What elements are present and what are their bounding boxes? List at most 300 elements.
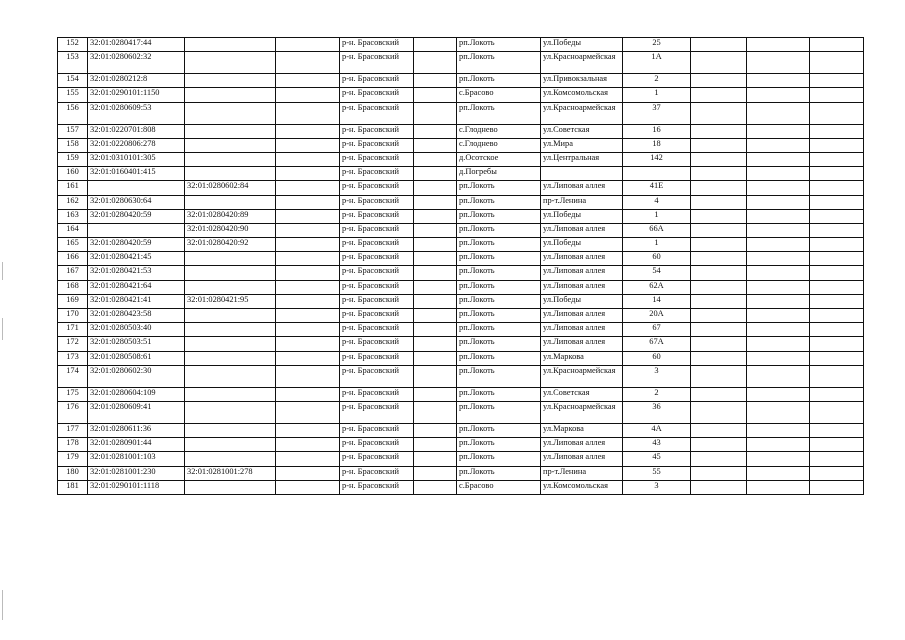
cell-empty-column	[276, 238, 340, 252]
cell-empty-column	[810, 238, 864, 252]
cell-district: р-н. Брасовский	[340, 181, 414, 195]
cell-district: р-н. Брасовский	[340, 309, 414, 323]
cell-cadastral-number: 32:01:0280420:59	[88, 238, 185, 252]
cell-empty-column	[691, 351, 747, 365]
cell-settlement: рп.Локоть	[457, 466, 541, 480]
cell-street: ул.Победы	[541, 209, 623, 223]
cell-empty-column	[691, 337, 747, 351]
cell-empty-column	[691, 423, 747, 437]
cell-settlement: рп.Локоть	[457, 280, 541, 294]
cell-row-number: 154	[58, 74, 88, 88]
cell-empty-column	[810, 223, 864, 237]
cell-street: ул.Центральная	[541, 152, 623, 166]
cell-row-number: 161	[58, 181, 88, 195]
cell-empty-column	[276, 438, 340, 452]
cell-parent-cadastral-number	[185, 38, 276, 52]
cell-empty-column	[747, 466, 810, 480]
cell-empty-column	[810, 152, 864, 166]
cell-row-number: 168	[58, 280, 88, 294]
cell-empty-column	[747, 238, 810, 252]
cell-empty-column	[747, 401, 810, 423]
cell-empty-column	[810, 423, 864, 437]
cell-house-number: 36	[623, 401, 691, 423]
cell-parent-cadastral-number	[185, 252, 276, 266]
cell-cadastral-number: 32:01:0280421:41	[88, 294, 185, 308]
cell-empty-column	[810, 74, 864, 88]
cell-settlement: д.Осотское	[457, 152, 541, 166]
cell-empty-column	[747, 387, 810, 401]
scan-margin-mark	[2, 590, 3, 620]
cell-district: р-н. Брасовский	[340, 138, 414, 152]
cell-empty-column	[747, 152, 810, 166]
cell-empty-column	[810, 252, 864, 266]
cell-house-number: 142	[623, 152, 691, 166]
cell-district: р-н. Брасовский	[340, 223, 414, 237]
cell-cadastral-number	[88, 223, 185, 237]
cell-cadastral-number: 32:01:0280420:59	[88, 209, 185, 223]
cell-empty-column	[810, 195, 864, 209]
cell-empty-column	[810, 452, 864, 466]
cell-cadastral-number: 32:01:0160401:415	[88, 167, 185, 181]
cell-empty-column	[747, 167, 810, 181]
cell-settlement: рп.Локоть	[457, 181, 541, 195]
table-row	[58, 252, 864, 266]
cell-empty-column	[414, 423, 457, 437]
cell-empty-column	[691, 209, 747, 223]
cell-empty-column	[747, 452, 810, 466]
cell-parent-cadastral-number: 32:01:0280602:84	[185, 181, 276, 195]
cell-empty-column	[747, 181, 810, 195]
cell-house-number: 41Е	[623, 181, 691, 195]
cell-street: пр-т.Ленина	[541, 195, 623, 209]
table-row	[58, 438, 864, 452]
cell-district: р-н. Брасовский	[340, 195, 414, 209]
cell-empty-column	[414, 466, 457, 480]
cell-empty-column	[414, 365, 457, 387]
cell-empty-column	[276, 74, 340, 88]
cell-cadastral-number: 32:01:0290101:1150	[88, 88, 185, 102]
cell-cadastral-number: 32:01:0290101:1118	[88, 480, 185, 494]
cell-settlement: рп.Локоть	[457, 294, 541, 308]
cell-empty-column	[414, 74, 457, 88]
cell-cadastral-number: 32:01:0220701:808	[88, 124, 185, 138]
cell-empty-column	[747, 52, 810, 74]
cell-settlement: рп.Локоть	[457, 266, 541, 280]
cell-row-number: 167	[58, 266, 88, 280]
cell-cadastral-number: 32:01:0280602:30	[88, 365, 185, 387]
cell-house-number: 60	[623, 351, 691, 365]
cell-district: р-н. Брасовский	[340, 74, 414, 88]
cell-empty-column	[691, 452, 747, 466]
cell-cadastral-number: 32:01:0280630:64	[88, 195, 185, 209]
cell-row-number: 155	[58, 88, 88, 102]
cell-empty-column	[276, 181, 340, 195]
cell-parent-cadastral-number	[185, 480, 276, 494]
cell-empty-column	[747, 102, 810, 124]
cell-street: ул.Мира	[541, 138, 623, 152]
cell-empty-column	[276, 280, 340, 294]
cell-district: р-н. Брасовский	[340, 152, 414, 166]
scan-margin-mark	[2, 262, 3, 280]
cell-empty-column	[276, 102, 340, 124]
cell-empty-column	[414, 266, 457, 280]
table-row	[58, 152, 864, 166]
cell-district: р-н. Брасовский	[340, 466, 414, 480]
cell-parent-cadastral-number	[185, 438, 276, 452]
scan-margin-mark	[2, 318, 3, 340]
cell-empty-column	[414, 294, 457, 308]
cell-settlement: рп.Локоть	[457, 365, 541, 387]
cell-street: ул.Липовая аллея	[541, 452, 623, 466]
cell-row-number: 158	[58, 138, 88, 152]
cell-empty-column	[414, 387, 457, 401]
cell-empty-column	[276, 124, 340, 138]
table-row	[58, 294, 864, 308]
cell-row-number: 179	[58, 452, 88, 466]
cell-row-number: 159	[58, 152, 88, 166]
cell-house-number: 54	[623, 266, 691, 280]
cell-district: р-н. Брасовский	[340, 323, 414, 337]
cell-settlement: с.Глоднево	[457, 138, 541, 152]
cell-empty-column	[691, 167, 747, 181]
cell-parent-cadastral-number	[185, 365, 276, 387]
cell-street: ул.Победы	[541, 238, 623, 252]
cell-empty-column	[810, 266, 864, 280]
cell-house-number	[623, 167, 691, 181]
cell-cadastral-number: 32:01:0280604:109	[88, 387, 185, 401]
table-row	[58, 351, 864, 365]
table-row	[58, 195, 864, 209]
cell-street: ул.Липовая аллея	[541, 266, 623, 280]
cell-parent-cadastral-number	[185, 280, 276, 294]
cell-street: ул.Липовая аллея	[541, 181, 623, 195]
table-row	[58, 238, 864, 252]
table-row	[58, 74, 864, 88]
cell-house-number: 45	[623, 452, 691, 466]
cell-row-number: 160	[58, 167, 88, 181]
table-row	[58, 88, 864, 102]
cell-settlement: рп.Локоть	[457, 252, 541, 266]
table-row	[58, 452, 864, 466]
cell-house-number: 55	[623, 466, 691, 480]
table-row	[58, 423, 864, 437]
cell-empty-column	[747, 38, 810, 52]
cell-row-number: 162	[58, 195, 88, 209]
cell-empty-column	[276, 138, 340, 152]
cell-house-number: 3	[623, 365, 691, 387]
cell-settlement: рп.Локоть	[457, 309, 541, 323]
cell-house-number: 67	[623, 323, 691, 337]
cell-cadastral-number	[88, 181, 185, 195]
cell-parent-cadastral-number: 32:01:0280420:90	[185, 223, 276, 237]
cell-empty-column	[414, 401, 457, 423]
cell-house-number: 66А	[623, 223, 691, 237]
cell-empty-column	[414, 209, 457, 223]
cell-house-number: 60	[623, 252, 691, 266]
cell-parent-cadastral-number	[185, 167, 276, 181]
table-row	[58, 209, 864, 223]
cell-empty-column	[414, 438, 457, 452]
cell-empty-column	[691, 74, 747, 88]
cell-settlement: рп.Локоть	[457, 209, 541, 223]
cell-parent-cadastral-number	[185, 74, 276, 88]
cell-district: р-н. Брасовский	[340, 38, 414, 52]
cell-settlement: рп.Локоть	[457, 438, 541, 452]
cell-empty-column	[691, 266, 747, 280]
cell-house-number: 1	[623, 88, 691, 102]
cell-parent-cadastral-number	[185, 195, 276, 209]
table-row	[58, 280, 864, 294]
cell-empty-column	[414, 337, 457, 351]
cell-empty-column	[810, 181, 864, 195]
table-row	[58, 52, 864, 74]
cell-parent-cadastral-number	[185, 337, 276, 351]
cell-empty-column	[810, 323, 864, 337]
cell-empty-column	[747, 294, 810, 308]
cell-row-number: 165	[58, 238, 88, 252]
cell-street	[541, 167, 623, 181]
cell-empty-column	[414, 351, 457, 365]
cell-house-number: 25	[623, 38, 691, 52]
cell-district: р-н. Брасовский	[340, 452, 414, 466]
table-row	[58, 337, 864, 351]
cell-street: ул.Липовая аллея	[541, 280, 623, 294]
cell-settlement: рп.Локоть	[457, 195, 541, 209]
cell-empty-column	[691, 88, 747, 102]
cell-street: ул.Маркова	[541, 423, 623, 437]
cell-parent-cadastral-number	[185, 52, 276, 74]
cell-empty-column	[810, 294, 864, 308]
cell-empty-column	[747, 252, 810, 266]
cell-settlement: рп.Локоть	[457, 238, 541, 252]
cell-empty-column	[747, 365, 810, 387]
cell-street: ул.Липовая аллея	[541, 252, 623, 266]
cell-row-number: 152	[58, 38, 88, 52]
cell-row-number: 172	[58, 337, 88, 351]
cell-house-number: 4А	[623, 423, 691, 437]
cell-row-number: 173	[58, 351, 88, 365]
cell-empty-column	[276, 209, 340, 223]
cell-parent-cadastral-number	[185, 401, 276, 423]
cell-row-number: 157	[58, 124, 88, 138]
cell-empty-column	[747, 480, 810, 494]
cell-empty-column	[691, 195, 747, 209]
cell-cadastral-number: 32:01:0280901:44	[88, 438, 185, 452]
cell-empty-column	[414, 195, 457, 209]
cell-empty-column	[276, 480, 340, 494]
cell-empty-column	[810, 387, 864, 401]
cell-parent-cadastral-number: 32:01:0280421:95	[185, 294, 276, 308]
cell-district: р-н. Брасовский	[340, 209, 414, 223]
cell-empty-column	[414, 88, 457, 102]
cell-empty-column	[747, 209, 810, 223]
cell-street: ул.Липовая аллея	[541, 223, 623, 237]
cell-empty-column	[414, 452, 457, 466]
cell-settlement: с.Глоднево	[457, 124, 541, 138]
cell-street: ул.Советская	[541, 124, 623, 138]
cell-empty-column	[810, 138, 864, 152]
cell-parent-cadastral-number	[185, 387, 276, 401]
cell-empty-column	[691, 387, 747, 401]
cell-district: р-н. Брасовский	[340, 401, 414, 423]
cell-cadastral-number: 32:01:0280609:53	[88, 102, 185, 124]
registry-table-body	[58, 38, 864, 495]
cell-district: р-н. Брасовский	[340, 167, 414, 181]
cell-row-number: 164	[58, 223, 88, 237]
cell-house-number: 16	[623, 124, 691, 138]
cell-cadastral-number: 32:01:0280417:44	[88, 38, 185, 52]
cell-empty-column	[691, 252, 747, 266]
cell-row-number: 181	[58, 480, 88, 494]
cell-parent-cadastral-number	[185, 452, 276, 466]
cell-district: р-н. Брасовский	[340, 337, 414, 351]
cell-empty-column	[747, 74, 810, 88]
cell-row-number: 176	[58, 401, 88, 423]
cell-empty-column	[414, 480, 457, 494]
cell-street: ул.Красноармейская	[541, 401, 623, 423]
cell-row-number: 169	[58, 294, 88, 308]
cell-street: ул.Комсомольская	[541, 88, 623, 102]
cell-district: р-н. Брасовский	[340, 294, 414, 308]
cell-empty-column	[414, 102, 457, 124]
cell-parent-cadastral-number	[185, 102, 276, 124]
cell-empty-column	[276, 401, 340, 423]
cell-row-number: 177	[58, 423, 88, 437]
cell-empty-column	[810, 309, 864, 323]
cell-empty-column	[810, 88, 864, 102]
registry-table	[57, 37, 864, 495]
cell-house-number: 2	[623, 74, 691, 88]
cell-empty-column	[747, 223, 810, 237]
cell-cadastral-number: 32:01:0280212:8	[88, 74, 185, 88]
cell-street: ул.Липовая аллея	[541, 309, 623, 323]
table-row	[58, 102, 864, 124]
cell-empty-column	[276, 294, 340, 308]
cell-cadastral-number: 32:01:0281001:230	[88, 466, 185, 480]
cell-parent-cadastral-number	[185, 423, 276, 437]
cell-street: ул.Липовая аллея	[541, 337, 623, 351]
cell-street: ул.Красноармейская	[541, 365, 623, 387]
cell-empty-column	[810, 52, 864, 74]
cell-empty-column	[276, 52, 340, 74]
cell-house-number: 2	[623, 387, 691, 401]
table-row	[58, 387, 864, 401]
cell-street: ул.Советская	[541, 387, 623, 401]
cell-empty-column	[747, 280, 810, 294]
cell-empty-column	[276, 466, 340, 480]
cell-empty-column	[414, 52, 457, 74]
cell-settlement: рп.Локоть	[457, 323, 541, 337]
cell-empty-column	[414, 38, 457, 52]
cell-parent-cadastral-number	[185, 323, 276, 337]
cell-empty-column	[810, 167, 864, 181]
cell-street: ул.Красноармейская	[541, 102, 623, 124]
cell-cadastral-number: 32:01:0280611:36	[88, 423, 185, 437]
cell-parent-cadastral-number	[185, 351, 276, 365]
cell-settlement: рп.Локоть	[457, 38, 541, 52]
cell-empty-column	[691, 365, 747, 387]
cell-empty-column	[276, 337, 340, 351]
cell-empty-column	[691, 52, 747, 74]
cell-empty-column	[810, 351, 864, 365]
cell-empty-column	[414, 223, 457, 237]
table-row	[58, 466, 864, 480]
cell-empty-column	[747, 309, 810, 323]
cell-empty-column	[691, 138, 747, 152]
cell-street: ул.Маркова	[541, 351, 623, 365]
cell-street: ул.Липовая аллея	[541, 323, 623, 337]
cell-empty-column	[276, 309, 340, 323]
cell-district: р-н. Брасовский	[340, 266, 414, 280]
cell-parent-cadastral-number	[185, 124, 276, 138]
cell-empty-column	[276, 167, 340, 181]
cell-empty-column	[747, 88, 810, 102]
cell-empty-column	[747, 124, 810, 138]
cell-row-number: 180	[58, 466, 88, 480]
cell-house-number: 67А	[623, 337, 691, 351]
cell-empty-column	[810, 124, 864, 138]
cell-empty-column	[691, 124, 747, 138]
cell-district: р-н. Брасовский	[340, 102, 414, 124]
cell-empty-column	[414, 238, 457, 252]
cell-empty-column	[747, 438, 810, 452]
cell-empty-column	[691, 102, 747, 124]
cell-empty-column	[691, 401, 747, 423]
cell-row-number: 156	[58, 102, 88, 124]
cell-empty-column	[810, 280, 864, 294]
cell-parent-cadastral-number	[185, 88, 276, 102]
cell-cadastral-number: 32:01:0281001:103	[88, 452, 185, 466]
cell-empty-column	[810, 401, 864, 423]
cell-street: ул.Красноармейская	[541, 52, 623, 74]
cell-empty-column	[414, 252, 457, 266]
cell-parent-cadastral-number: 32:01:0281001:278	[185, 466, 276, 480]
cell-district: р-н. Брасовский	[340, 88, 414, 102]
cell-row-number: 174	[58, 365, 88, 387]
cell-house-number: 43	[623, 438, 691, 452]
cell-cadastral-number: 32:01:0280503:51	[88, 337, 185, 351]
cell-house-number: 3	[623, 480, 691, 494]
cell-settlement: рп.Локоть	[457, 52, 541, 74]
table-row	[58, 401, 864, 423]
cell-empty-column	[276, 323, 340, 337]
cell-empty-column	[747, 337, 810, 351]
cell-cadastral-number: 32:01:0280602:32	[88, 52, 185, 74]
cell-empty-column	[691, 294, 747, 308]
cell-house-number: 1А	[623, 52, 691, 74]
cell-cadastral-number: 32:01:0280421:53	[88, 266, 185, 280]
cell-empty-column	[691, 309, 747, 323]
cell-empty-column	[691, 181, 747, 195]
cell-parent-cadastral-number	[185, 152, 276, 166]
cell-settlement: рп.Локоть	[457, 351, 541, 365]
cell-cadastral-number: 32:01:0280609:41	[88, 401, 185, 423]
cell-empty-column	[691, 466, 747, 480]
cell-house-number: 1	[623, 209, 691, 223]
cell-house-number: 20А	[623, 309, 691, 323]
cell-cadastral-number: 32:01:0220806:278	[88, 138, 185, 152]
cell-empty-column	[747, 351, 810, 365]
cell-empty-column	[810, 337, 864, 351]
cell-parent-cadastral-number: 32:01:0280420:92	[185, 238, 276, 252]
cell-empty-column	[691, 238, 747, 252]
cell-street: ул.Привокзальная	[541, 74, 623, 88]
cell-empty-column	[414, 280, 457, 294]
table-row	[58, 124, 864, 138]
table-row	[58, 309, 864, 323]
cell-settlement: рп.Локоть	[457, 401, 541, 423]
cell-empty-column	[276, 195, 340, 209]
